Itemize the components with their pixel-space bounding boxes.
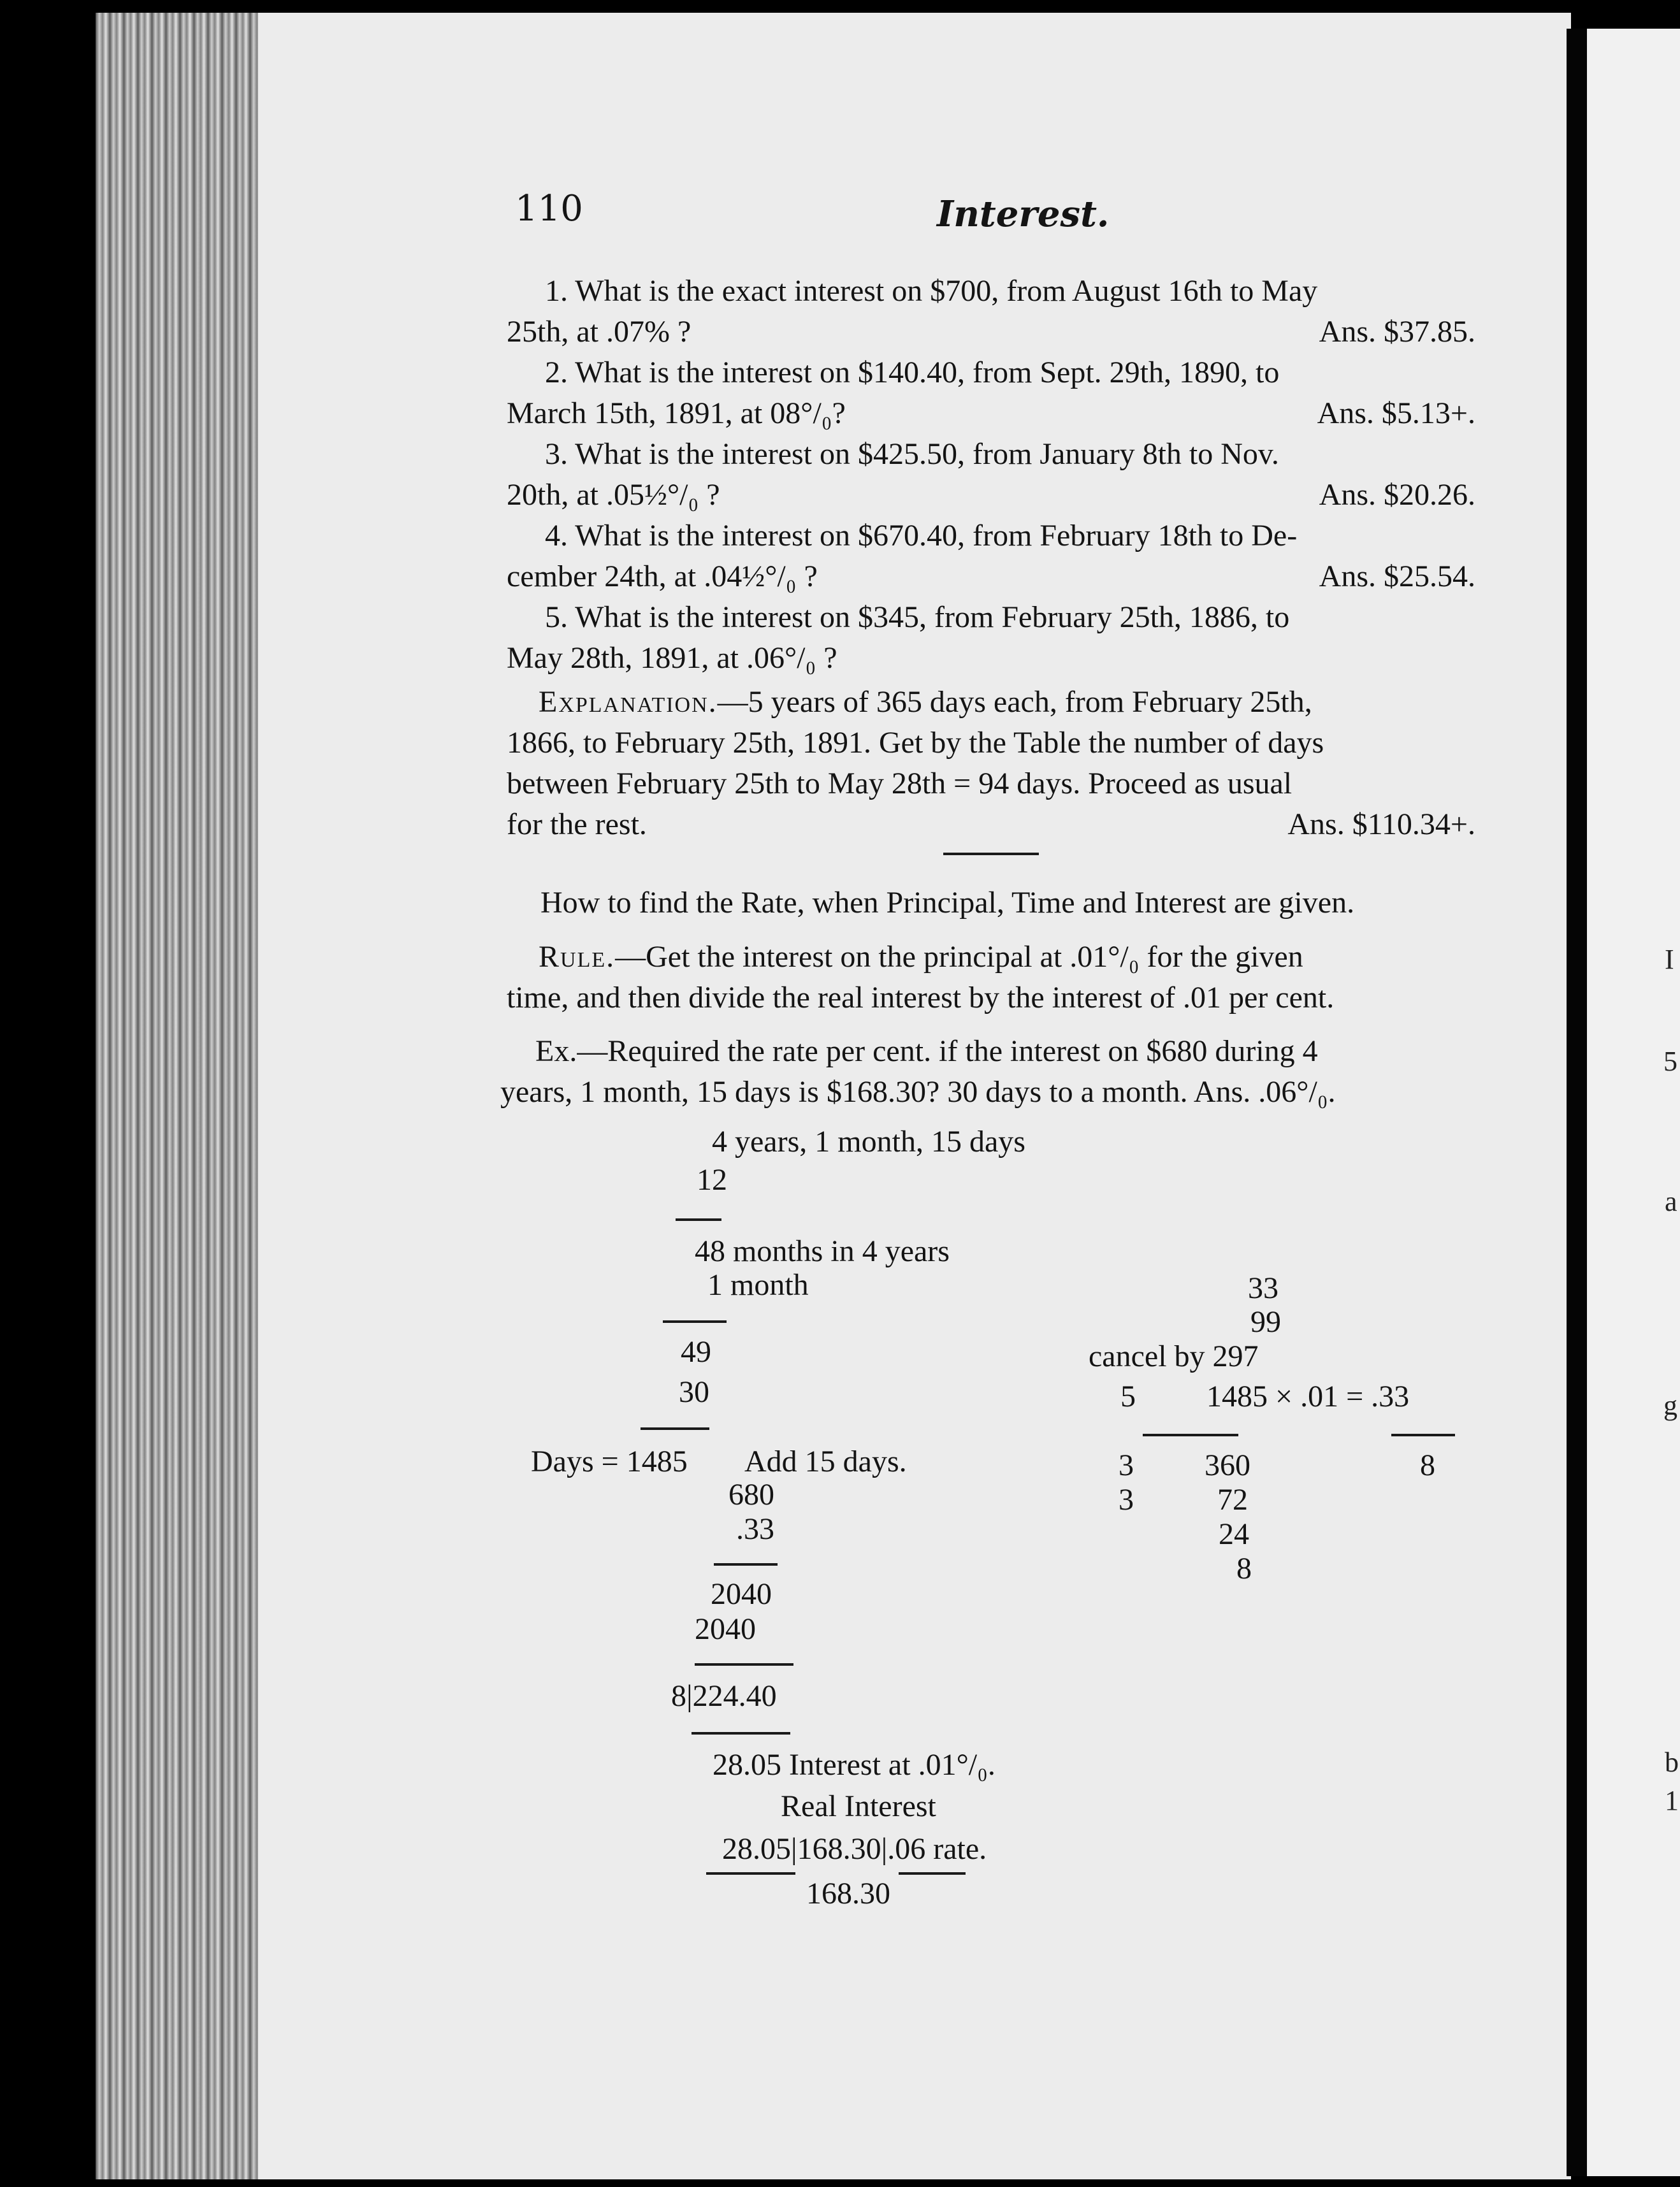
problem-2-answer: Ans. $5.13+. [1317,396,1475,430]
problem-4-line1: 4. What is the interest on $670.40, from February 18th to De- [545,519,1298,552]
work-r-3a: 3 [1119,1448,1134,1482]
problem-1-line1: 1. What is the exact interest on $700, from August 16th to May [545,274,1318,308]
work-r-3b: 3 [1119,1483,1134,1517]
example-line2: years, 1 month, 15 days is $168.30? 30 days to a month. Ans. .06°/₀. [500,1075,1336,1109]
work-r-8a: 8 [1420,1448,1435,1482]
work-r-5: 5 [1120,1380,1136,1413]
problem-5-line1: 5. What is the interest on $345, from February 25th, 1886, to [545,600,1290,634]
work-rule-2 [663,1320,727,1323]
explanation-label: Explanation. [539,685,718,719]
work-interest: 28.05 Interest at .01°/₀. [713,1748,996,1782]
work-rule-4 [714,1563,778,1566]
work-rule-1 [676,1218,721,1221]
work-1-month: 1 month [707,1268,809,1302]
work-r-360: 360 [1205,1448,1250,1482]
section-heading: How to find the Rate, when Principal, Time and Interest are given. [540,886,1355,920]
work-rule-8 [899,1872,966,1875]
rule-line1: —Get the interest on the principal at .01°/₀ for the given [615,940,1303,974]
work-2040-b: 2040 [695,1612,756,1646]
problem-1-line2: 25th, at .07% ? [507,315,692,349]
work-r-99: 99 [1250,1305,1281,1339]
problem-1-answer: Ans. $37.85. [1319,315,1475,349]
work-r-rule-1 [1143,1434,1238,1436]
work-rule-5 [695,1663,793,1666]
problem-list [507,271,1475,908]
work-r-8b: 8 [1236,1552,1252,1585]
work-49: 49 [681,1335,711,1369]
rule-line2: time, and then divide the real interest by the interest of .01 per cent. [507,981,1335,1014]
example-block [500,1031,1469,1120]
work-30: 30 [679,1375,709,1409]
problem-3-line1: 3. What is the interest on $425.50, from January 8th to Nov. [545,437,1279,471]
margin-fragment-1: I [1665,944,1674,975]
work-48-months: 48 months in 4 years [695,1234,950,1268]
work-33: .33 [736,1512,774,1546]
problem-3-line2: 20th, at .05½°/₀ ? [507,478,720,512]
work-rule-3 [641,1427,709,1430]
rule-label: Rule. [539,940,616,974]
work-2040-a: 2040 [711,1577,772,1611]
section-divider [943,853,1039,855]
explanation-line1: —5 years of 365 days each, from February 25th, [717,685,1312,719]
problem-5-line2: May 28th, 1891, at .06°/₀ ? [507,641,837,675]
rule-block [507,937,1463,1026]
work-days: Days = 1485 [531,1445,688,1478]
page-number: 110 [515,188,583,229]
margin-fragment-5: b [1665,1747,1679,1778]
margin-fragment-6: 1 [1665,1785,1679,1816]
work-cancel: cancel by 297 [1089,1339,1259,1373]
page-title: Interest. [937,193,1110,235]
problem-2-line2: March 15th, 1891, at 08°/₀? [507,396,846,430]
margin-fragment-2: 5 [1663,1046,1677,1077]
work-r-24: 24 [1219,1517,1249,1551]
next-page-strip [1587,29,1680,2176]
work-division: 8|224.40 [671,1679,777,1713]
gutter-rule [1567,29,1588,2176]
problem-4-answer: Ans. $25.54. [1319,559,1475,593]
margin-fragment-3: a [1665,1186,1677,1217]
work-r-rule-2 [1391,1434,1455,1436]
work-12: 12 [697,1163,727,1197]
page-edge-stack [96,13,261,2179]
work-rule-7 [706,1872,795,1875]
work-real-interest: Real Interest [781,1789,936,1823]
problem-4-line2: cember 24th, at .04½°/₀ ? [507,559,818,593]
work-r-72: 72 [1217,1483,1248,1517]
work-168-30: 168.30 [806,1877,890,1910]
work-r-equation: 1485 × .01 = .33 [1206,1380,1410,1413]
margin-fragment-4: g [1663,1390,1677,1421]
explanation-answer: Ans. $110.34+. [1287,807,1475,841]
work-time: 4 years, 1 month, 15 days [712,1125,1025,1158]
example-line1: Ex.—Required the rate per cent. if the interest on $680 during 4 [535,1034,1318,1068]
explanation-line2: 1866, to February 25th, 1891. Get by the Table the number of days [507,726,1324,760]
work-680: 680 [728,1478,774,1512]
work-rate-division: 28.05|168.30|.06 rate. [722,1832,987,1866]
work-r-33: 33 [1248,1271,1278,1305]
work-rule-6 [692,1732,790,1735]
problem-2-line1: 2. What is the interest on $140.40, from Sept. 29th, 1890, to [545,356,1280,389]
problem-3-answer: Ans. $20.26. [1319,478,1475,512]
explanation-line3: between February 25th to May 28th = 94 days. Proceed as usual [507,767,1293,800]
explanation-line4: for the rest. [507,807,647,841]
work-add-15: Add 15 days. [744,1445,907,1478]
